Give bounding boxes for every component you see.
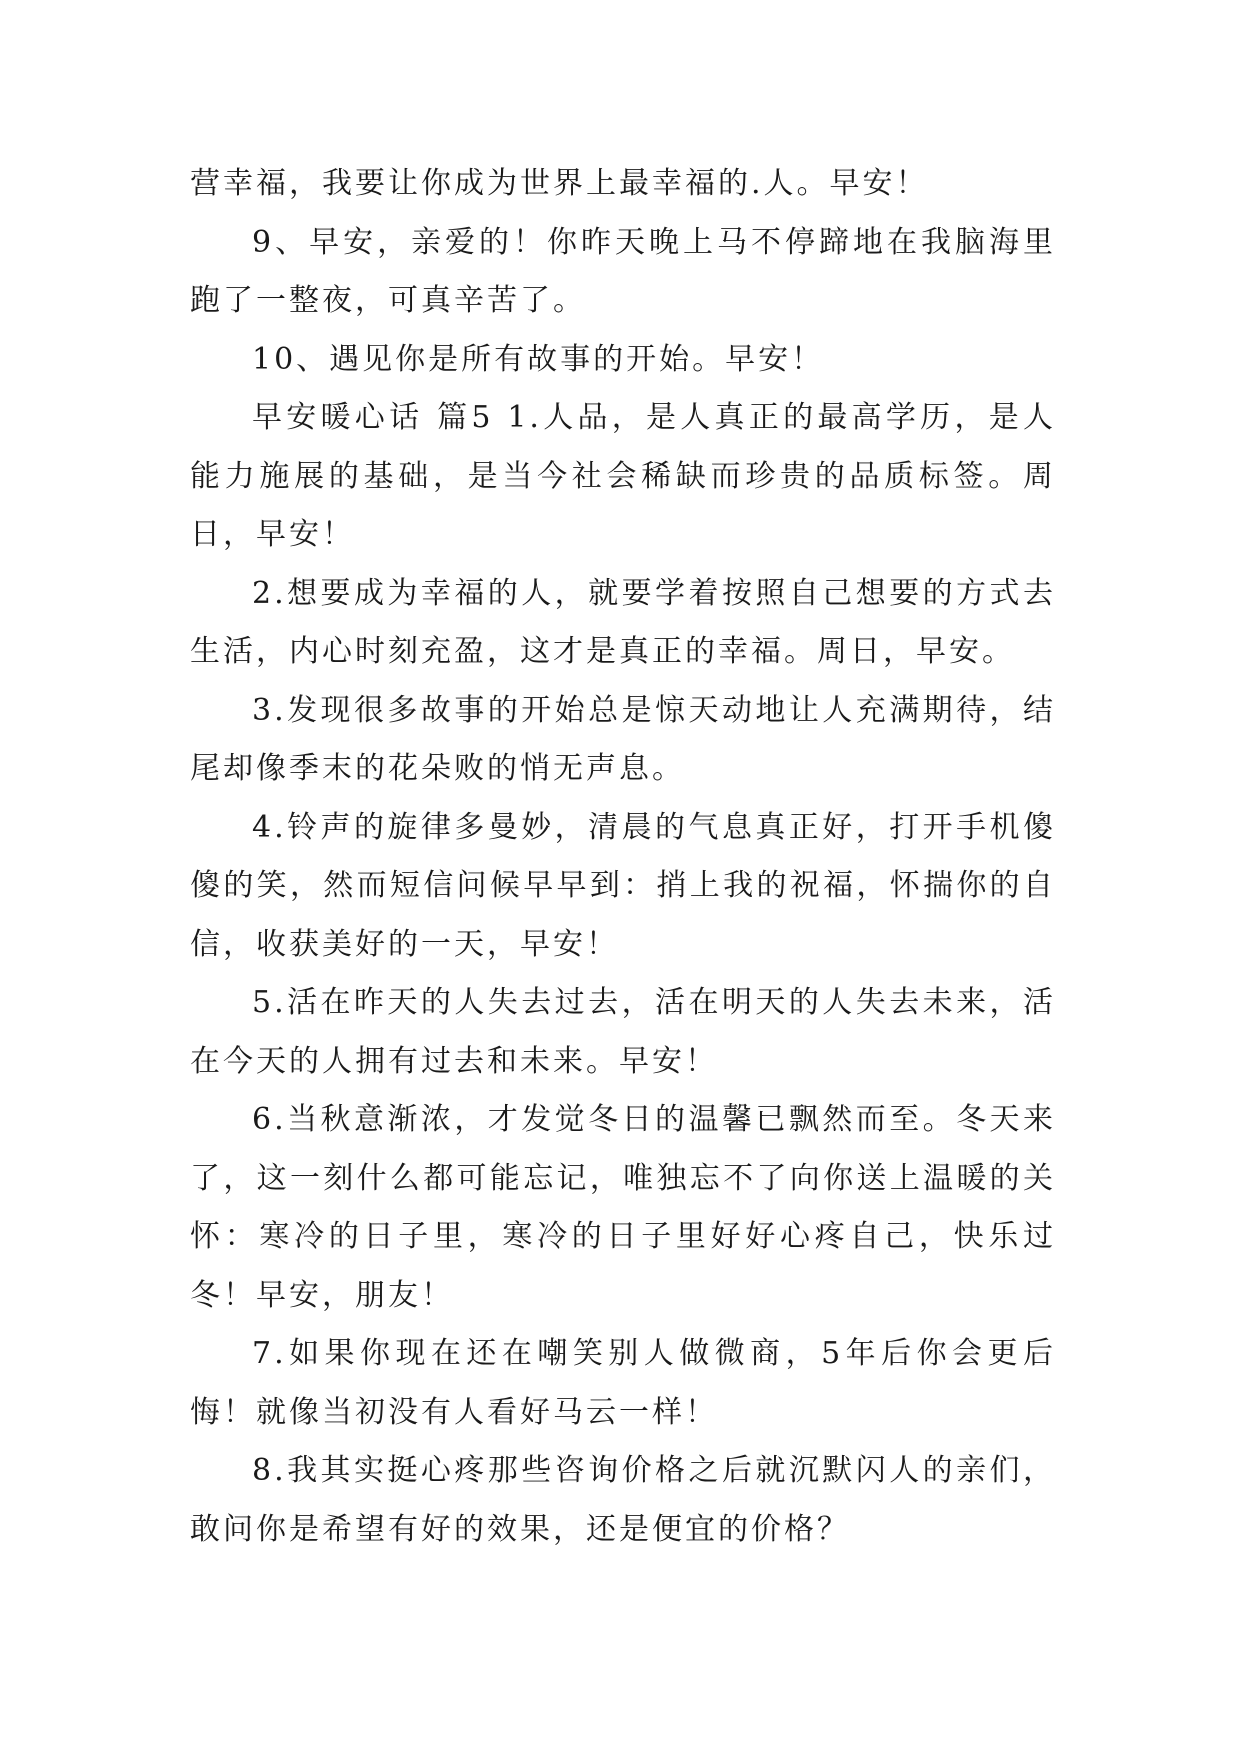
paragraph-1: 营幸福，我要让你成为世界上最幸福的.人。早安！ [190,166,929,201]
paragraph-9: 6.当秋意渐浓，才发觉冬日的温馨已飘然而至。冬天来了，这一刻什么都可能忘记，唯独忘不了向你送上温暖的关怀：寒冷的日子里，寒冷的日子里好好心疼自己，快乐过冬！早安，朋友！ [190,1102,1056,1313]
paragraph-11: 8.我其实挺心疼那些咨询价格之后就沉默闪人的亲们，敢问你是希望有好的效果，还是便宜的价格？ [190,1453,1056,1547]
paragraph-10: 7.如果你现在还在嘲笑别人做微商，5年后你会更后悔！就像当初没有人看好马云一样！ [190,1336,1056,1430]
document-body [190,155,1056,1559]
paragraph-3: 10、遇见你是所有故事的开始。早安！ [252,341,825,377]
paragraph-6: 3.发现很多故事的开始总是惊天动地让人充满期待，结尾却像季末的花朵败的悄无声息。 [190,692,1056,786]
paragraph-7: 4.铃声的旋律多曼妙，清晨的气息真正好，打开手机傻傻的笑，然而短信问候早早到：捎上我的祝福，怀揣你的自信，收获美好的一天，早安！ [190,809,1056,962]
paragraph-5: 2.想要成为幸福的人，就要学着按照自己想要的方式去生活，内心时刻充盈，这才是真正的幸福。周日，早安。 [190,575,1056,669]
paragraph-2: 9、早安，亲爱的！你昨天晚上马不停蹄地在我脑海里跑了一整夜，可真辛苦了。 [190,224,1056,318]
paragraph-8: 5.活在昨天的人失去过去，活在明天的人失去未来，活在今天的人拥有过去和未来。早安！ [190,985,1056,1079]
paragraph-4: 早安暖心话 篇5 1.人品，是人真正的最高学历，是人能力施展的基础，是当今社会稀缺而珍贵的品质标签。周日，早安！ [190,400,1056,552]
